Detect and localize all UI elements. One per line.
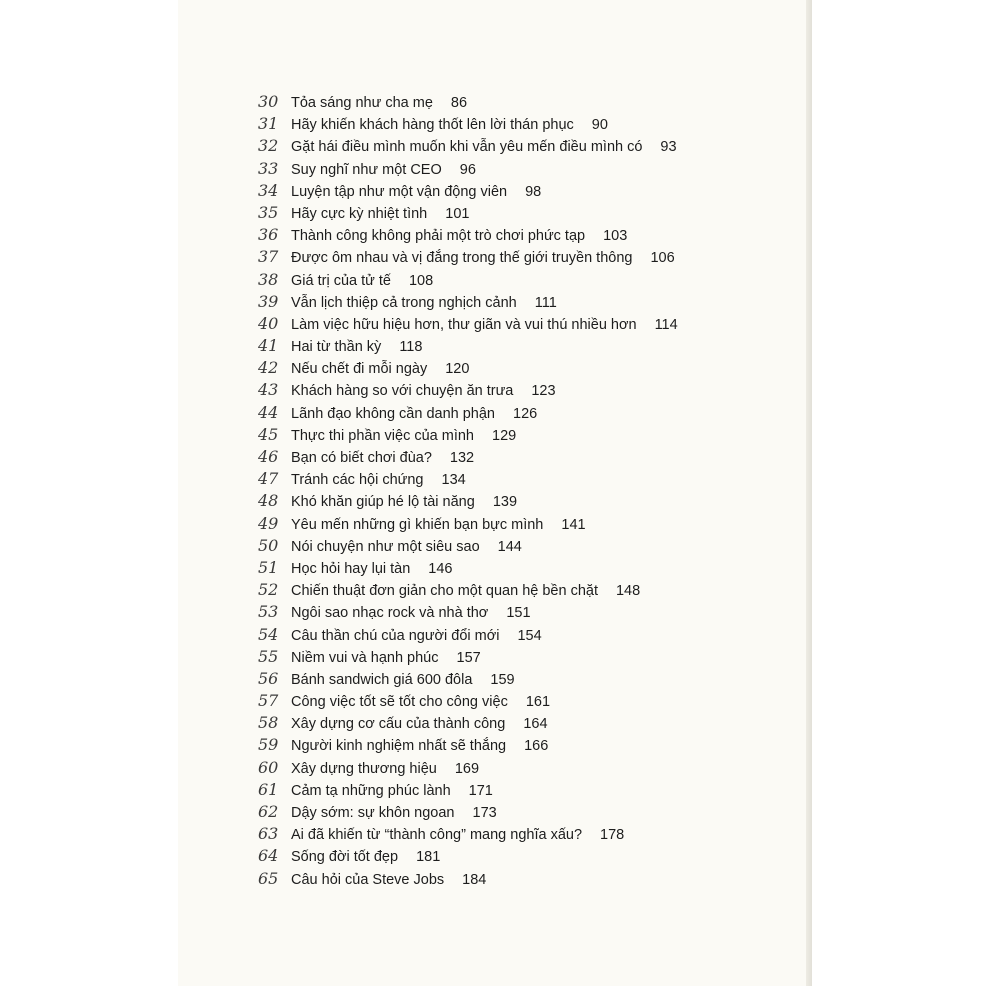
page-number: 134 bbox=[441, 472, 466, 489]
chapter-title: Chiến thuật đơn giản cho một quan hệ bền chặt bbox=[291, 583, 598, 600]
toc-entry bbox=[258, 690, 678, 712]
toc-entry bbox=[258, 601, 678, 623]
chapter-number: 32 bbox=[258, 136, 279, 156]
toc-entry bbox=[258, 313, 678, 335]
toc-entry bbox=[258, 712, 678, 734]
chapter-title: Người kinh nghiệm nhất sẽ thắng bbox=[291, 738, 507, 755]
page-number: 151 bbox=[506, 605, 531, 622]
chapter-number: 49 bbox=[258, 513, 279, 533]
chapter-number: 33 bbox=[258, 158, 279, 178]
toc-entry bbox=[258, 424, 678, 446]
toc-entry bbox=[258, 513, 678, 535]
page-number: 139 bbox=[492, 494, 518, 511]
toc-entry bbox=[258, 446, 678, 468]
page-number: 164 bbox=[523, 716, 548, 733]
toc-entry bbox=[258, 224, 678, 246]
chapter-title: Thực thi phần việc của mình bbox=[291, 427, 474, 444]
chapter-title: Yêu mến những gì khiến bạn bực mình bbox=[291, 516, 544, 533]
toc-entry bbox=[258, 202, 678, 224]
chapter-title: Hai từ thần kỳ bbox=[291, 339, 382, 356]
chapter-number: 36 bbox=[258, 225, 279, 245]
chapter-number: 65 bbox=[258, 868, 279, 888]
toc-entry bbox=[258, 557, 678, 579]
chapter-number: 47 bbox=[258, 469, 279, 489]
toc-entry bbox=[258, 535, 678, 557]
chapter-number: 46 bbox=[258, 447, 279, 466]
page-number: 166 bbox=[524, 738, 549, 755]
page-number: 169 bbox=[454, 760, 480, 777]
chapter-title: Niềm vui và hạnh phúc bbox=[291, 649, 439, 666]
chapter-title: Lãnh đạo không cần danh phận bbox=[291, 405, 495, 422]
page-number: 173 bbox=[472, 805, 497, 821]
chapter-number: 34 bbox=[258, 180, 279, 200]
table-of-contents bbox=[258, 91, 678, 890]
chapter-number: 31 bbox=[258, 114, 279, 134]
toc-entry bbox=[258, 113, 678, 135]
page-number: 146 bbox=[428, 560, 453, 577]
chapter-title: Tỏa sáng như cha mẹ bbox=[291, 95, 433, 111]
page-number: 108 bbox=[408, 272, 434, 289]
chapter-title: Làm việc hữu hiệu hơn, thư giãn và vui thú nhiều hơn bbox=[291, 316, 637, 333]
chapter-number: 35 bbox=[258, 202, 279, 222]
page-number: 132 bbox=[449, 450, 475, 466]
page-number: 96 bbox=[459, 161, 476, 178]
toc-entry bbox=[258, 379, 678, 401]
chapter-title: Khó khăn giúp hé lộ tài năng bbox=[291, 494, 475, 511]
chapter-title: Bánh sandwich giá 600 đôla bbox=[291, 671, 473, 688]
chapter-title: Học hỏi hay lụi tàn bbox=[291, 560, 411, 577]
page-number: 118 bbox=[399, 339, 423, 356]
chapter-number: 55 bbox=[258, 646, 279, 666]
page-number: 123 bbox=[531, 383, 556, 400]
toc-entry bbox=[258, 246, 678, 268]
chapter-title: Khách hàng so với chuyện ăn trưa bbox=[291, 383, 514, 400]
toc-entry bbox=[258, 402, 678, 424]
chapter-number: 45 bbox=[258, 424, 279, 444]
toc-entry bbox=[258, 668, 678, 690]
chapter-number: 40 bbox=[258, 313, 279, 333]
page-number: 171 bbox=[468, 782, 493, 799]
chapter-number: 37 bbox=[258, 247, 279, 267]
toc-entry bbox=[258, 490, 678, 512]
chapter-title: Công việc tốt sẽ tốt cho công việc bbox=[291, 694, 508, 711]
page-number: 141 bbox=[561, 516, 586, 533]
chapter-number: 53 bbox=[258, 602, 279, 622]
toc-entry bbox=[258, 158, 678, 180]
toc-entry bbox=[258, 868, 678, 890]
chapter-number: 44 bbox=[258, 402, 279, 422]
chapter-number: 43 bbox=[258, 380, 279, 400]
toc-entry bbox=[258, 180, 678, 202]
chapter-number: 56 bbox=[258, 668, 279, 688]
toc-entry bbox=[258, 845, 678, 867]
page-number: 159 bbox=[490, 671, 515, 688]
chapter-number: 64 bbox=[258, 846, 279, 866]
page-edge bbox=[806, 0, 812, 986]
toc-entry bbox=[258, 357, 678, 379]
chapter-number: 48 bbox=[258, 491, 279, 511]
page-number: 93 bbox=[660, 139, 677, 156]
chapter-title: Dậy sớm: sự khôn ngoan bbox=[291, 805, 455, 821]
page-number: 184 bbox=[462, 871, 487, 888]
chapter-number: 61 bbox=[258, 779, 279, 799]
chapter-number: 57 bbox=[258, 691, 279, 711]
toc-entry bbox=[258, 801, 678, 823]
page-number: 126 bbox=[513, 405, 538, 422]
chapter-number: 38 bbox=[258, 269, 279, 289]
chapter-number: 60 bbox=[258, 757, 279, 777]
chapter-title: Nếu chết đi mỗi ngày bbox=[291, 361, 428, 378]
toc-entry bbox=[258, 291, 678, 313]
toc-entry bbox=[258, 823, 678, 845]
chapter-number: 51 bbox=[258, 557, 279, 577]
toc-entry bbox=[258, 468, 678, 490]
page-number: 148 bbox=[615, 583, 641, 600]
chapter-number: 30 bbox=[258, 92, 279, 111]
chapter-title: Vẫn lịch thiệp cả trong nghịch cảnh bbox=[291, 294, 517, 311]
chapter-title: Giá trị của tử tế bbox=[291, 272, 391, 289]
chapter-title: Câu thần chú của người đổi mới bbox=[291, 627, 500, 644]
toc-entry bbox=[258, 646, 678, 668]
toc-entry bbox=[258, 335, 678, 357]
toc-entry bbox=[258, 135, 678, 157]
chapter-title: Ai đã khiến từ “thành công” mang nghĩa xấu? bbox=[291, 827, 583, 844]
page-number: 98 bbox=[525, 183, 542, 200]
chapter-title: Sống đời tốt đẹp bbox=[291, 849, 399, 866]
page-number: 157 bbox=[456, 649, 481, 666]
chapter-title: Hãy cực kỳ nhiệt tình bbox=[291, 205, 428, 222]
page-number: 181 bbox=[416, 849, 441, 866]
chapter-title: Thành công không phải một trò chơi phức tạp bbox=[291, 228, 586, 245]
page-number: 106 bbox=[650, 250, 675, 267]
page-number: 86 bbox=[450, 95, 468, 111]
chapter-title: Nói chuyện như một siêu sao bbox=[291, 538, 480, 555]
toc-entry bbox=[258, 269, 678, 291]
chapter-title: Gặt hái điều mình muốn khi vẫn yêu mến điều mình có bbox=[291, 139, 643, 156]
chapter-number: 52 bbox=[258, 580, 279, 600]
page-number: 111 bbox=[534, 294, 557, 311]
chapter-number: 50 bbox=[258, 535, 279, 555]
chapter-title: Câu hỏi của Steve Jobs bbox=[291, 871, 445, 888]
page-number: 178 bbox=[600, 827, 625, 844]
chapter-title: Luyện tập như một vận động viên bbox=[291, 183, 508, 200]
page-number: 129 bbox=[492, 427, 517, 444]
page-number: 103 bbox=[603, 228, 628, 245]
toc-entry bbox=[258, 624, 678, 646]
page-number: 90 bbox=[591, 117, 608, 134]
page-number: 144 bbox=[497, 538, 522, 555]
chapter-number: 39 bbox=[258, 291, 279, 311]
toc-entry bbox=[258, 779, 678, 801]
page-number: 154 bbox=[517, 627, 542, 644]
chapter-title: Suy nghĩ như một CEO bbox=[291, 161, 442, 178]
chapter-number: 41 bbox=[258, 336, 279, 356]
chapter-number: 59 bbox=[258, 735, 279, 755]
chapter-title: Bạn có biết chơi đùa? bbox=[291, 450, 432, 466]
chapter-title: Cảm tạ những phúc lành bbox=[291, 782, 451, 799]
chapter-title: Được ôm nhau và vị đắng trong thế giới truyền thông bbox=[291, 250, 633, 267]
chapter-number: 58 bbox=[258, 713, 279, 733]
toc-entry bbox=[258, 91, 678, 113]
toc-entry bbox=[258, 757, 678, 779]
page-number: 161 bbox=[525, 694, 551, 711]
chapter-title: Xây dựng thương hiệu bbox=[291, 760, 437, 777]
page-number: 114 bbox=[654, 316, 678, 333]
chapter-title: Xây dựng cơ cấu của thành công bbox=[291, 716, 506, 733]
page-number: 120 bbox=[445, 361, 470, 378]
chapter-title: Hãy khiến khách hàng thốt lên lời thán phục bbox=[291, 117, 574, 134]
chapter-number: 42 bbox=[258, 358, 279, 378]
chapter-title: Tránh các hội chứng bbox=[291, 472, 424, 489]
toc-entry bbox=[258, 734, 678, 756]
chapter-number: 63 bbox=[258, 824, 279, 844]
chapter-title: Ngôi sao nhạc rock và nhà thơ bbox=[291, 605, 489, 622]
chapter-number: 54 bbox=[258, 624, 279, 644]
page-number: 101 bbox=[445, 205, 470, 222]
toc-entry bbox=[258, 579, 678, 601]
chapter-number: 62 bbox=[258, 802, 279, 821]
